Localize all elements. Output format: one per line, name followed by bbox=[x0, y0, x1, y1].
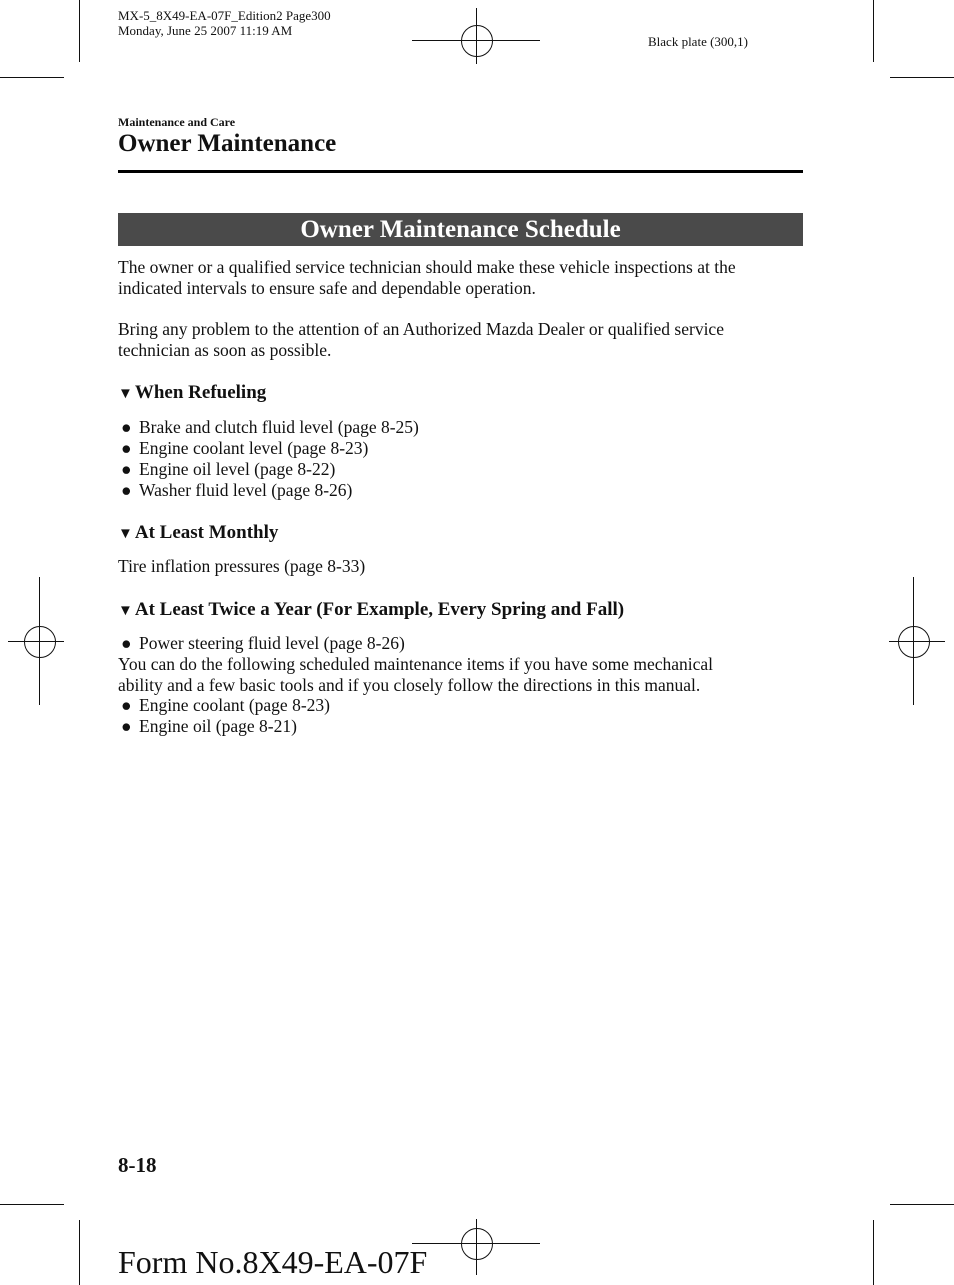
triangle-marker-icon: ▼ bbox=[118, 526, 133, 542]
heading-at-least-monthly bbox=[118, 522, 278, 545]
bullet-icon: ● bbox=[121, 417, 132, 437]
triangle-marker-icon: ▼ bbox=[118, 386, 133, 402]
page-number: 8-18 bbox=[118, 1153, 157, 1177]
section-label: Maintenance and Care bbox=[118, 115, 236, 129]
text-line: Bring any problem to the attention of an Authorized Mazda Dealer or qualified service bbox=[118, 319, 724, 339]
bullet-icon: ● bbox=[121, 459, 132, 479]
text-line: ability and a few basic tools and if you closely follow the directions in this manual. bbox=[118, 675, 701, 695]
twice-note bbox=[118, 654, 808, 696]
text-line: You can do the following scheduled maintenance items if you have some mechanical bbox=[118, 654, 713, 674]
crop-mark bbox=[79, 1220, 80, 1285]
twice-list-2 bbox=[118, 695, 330, 737]
bullet-icon: ● bbox=[121, 695, 132, 715]
list-item: ● Engine coolant level (page 8-23) bbox=[121, 438, 369, 458]
list-item: ● Washer fluid level (page 8-26) bbox=[121, 480, 353, 500]
heading-when-refueling bbox=[118, 382, 266, 405]
list-item: ● Engine oil (page 8-21) bbox=[121, 716, 297, 736]
crop-mark bbox=[890, 77, 954, 78]
crop-mark bbox=[0, 77, 64, 78]
list-item: ● Brake and clutch fluid level (page 8-25) bbox=[121, 417, 419, 437]
plate-label: Black plate (300,1) bbox=[648, 34, 748, 49]
bullet-icon: ● bbox=[121, 480, 132, 500]
bullet-icon: ● bbox=[121, 716, 132, 736]
twice-list-1 bbox=[118, 633, 405, 654]
crop-mark bbox=[873, 0, 874, 62]
header-rule bbox=[118, 170, 803, 173]
form-number: Form No.8X49-EA-07F bbox=[118, 1244, 428, 1280]
section-banner: Owner Maintenance Schedule bbox=[118, 213, 803, 246]
heading-text: When Refueling bbox=[134, 382, 267, 403]
refueling-list bbox=[118, 417, 419, 501]
intro-paragraph-1 bbox=[118, 257, 808, 299]
crop-mark bbox=[890, 1204, 954, 1205]
print-meta-line2: Monday, June 25 2007 11:19 AM bbox=[118, 23, 293, 38]
print-meta bbox=[118, 8, 331, 38]
print-meta-line1: MX-5_8X49-EA-07F_Edition2 Page300 bbox=[118, 8, 331, 23]
crop-mark bbox=[79, 0, 80, 62]
intro-paragraph-2 bbox=[118, 319, 808, 361]
crop-mark bbox=[873, 1220, 874, 1285]
text-line: The owner or a qualified service technician should make these vehicle inspections at the bbox=[118, 257, 736, 277]
list-item: ● Engine coolant (page 8-23) bbox=[121, 695, 330, 715]
monthly-text: Tire inflation pressures (page 8-33) bbox=[118, 556, 366, 576]
bullet-icon: ● bbox=[121, 438, 132, 458]
text-line: indicated intervals to ensure safe and dependable operation. bbox=[118, 278, 536, 298]
crop-mark bbox=[0, 1204, 64, 1205]
list-item: ● Power steering fluid level (page 8-26) bbox=[121, 633, 405, 653]
triangle-marker-icon: ▼ bbox=[118, 603, 133, 619]
page-title: Owner Maintenance bbox=[118, 130, 337, 157]
bullet-icon: ● bbox=[121, 633, 132, 653]
heading-text: At Least Twice a Year (For Example, Every Spring and Fall) bbox=[134, 599, 625, 620]
heading-text: At Least Monthly bbox=[134, 522, 279, 543]
list-item: ● Engine oil level (page 8-22) bbox=[121, 459, 336, 479]
text-line: technician as soon as possible. bbox=[118, 340, 332, 360]
heading-twice-a-year bbox=[118, 599, 624, 622]
